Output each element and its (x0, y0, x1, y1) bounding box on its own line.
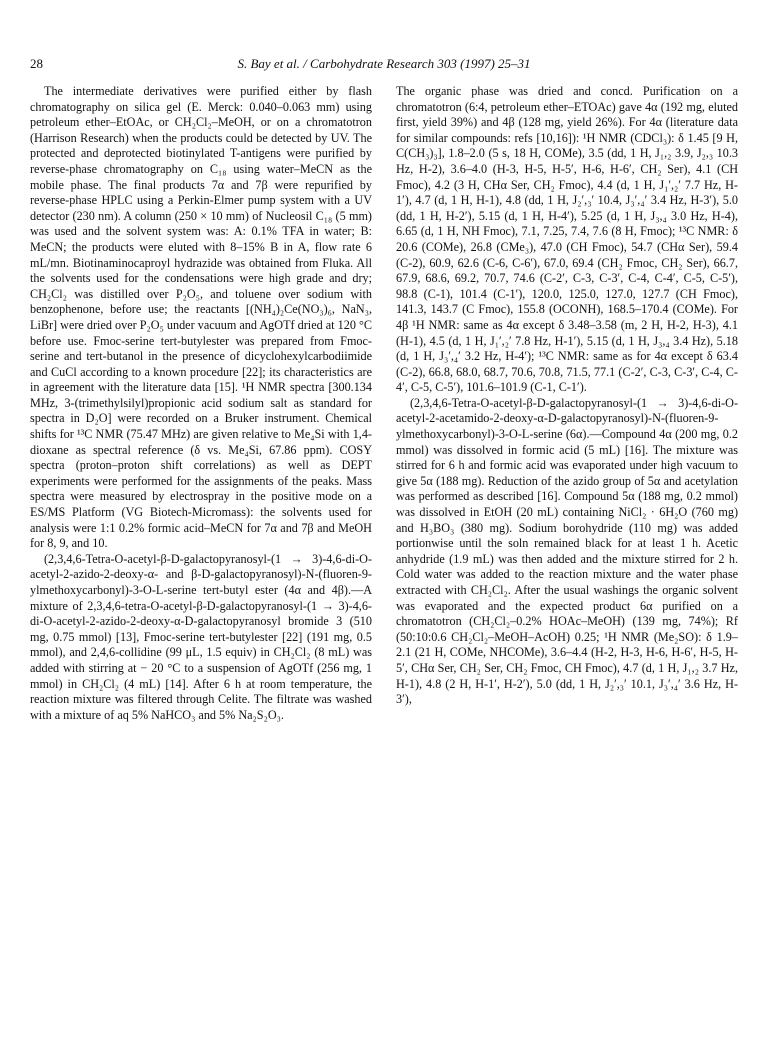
right-column (396, 84, 738, 708)
paragraph-compound-6: (2,3,4,6-Tetra-O-acetyl-β-D-galactopyranosyl-(1 → 3)-4,6-di-O-acetyl-2-acetamido-2-deoxy-α-D-galactopyranosyl)-N-(fluoren-9-ylmethoxycarbonyl)-3-O-L-serine (6α).—Compound 4α (200 mg, 0.2 mmol) was dissolved in formic acid (5 mL) [16]. The mixture was stirred for 6 h and formic acid was evaporated under high vacuum to give 5α (188 mg). Reduction of the azido group of 5α and acetylation was performed as described [16]. Compound 5α (188 mg, 0.2 mmol) was dissolved in EtOH (20 mL) containing NiCl₂ · 6H₂O (760 mg) and H₃BO₃ (380 mg). Sodium borohydride (110 mg) was added portionwise until the soln remained black for at least 1 h. Acetic anhydride (1.9 mL) was then added and the mixture stirred for 2 h. Cold water was added to the reaction mixture and the water phase extracted with CH₂Cl₂. After the usual washings the organic solvent was evaporated and the expected product 6α purified on a chromatotron (CH₂Cl₂–0.2% HOAc–MeOH) (139 mg, 74%); Rf (50:10:0.6 CH₂Cl₂–MeOH–AcOH) 0.25; ¹H NMR (Me₂SO): δ 1.9–2.1 (21 H, COMe, NHCOMe), 3.6–4.4 (H-2, H-3, H-6, H-6′, H-5, H-5′, CHα Ser, CH₂ Ser, CH₂ Fmoc, CH Fmoc), 4.7 (d, 1 H, J₁,₂ 3.7 Hz, H-1), 4.8 (2 H, H-1′, H-2′), 5.0 (dd, 1 H, J₂′,₃′ 10.1, J₃′,₄′ 3.6 Hz, H-3′), (396, 395, 738, 707)
left-column (30, 84, 372, 723)
paragraph-compound-4: (2,3,4,6-Tetra-O-acetyl-β-D-galactopyranosyl-(1 → 3)-4,6-di-O-acetyl-2-azido-2-deoxy-α- and β-D-galactopyranosyl)-N-(fluoren-9-ylmethoxycarbonyl)-3-O-L-serine tert-butyl ester (4α and 4β).—A mixture of 2,3,4,6-tetra-O-acetyl-β-D-galactopyranosyl-(1 → 3)-4,6-di-O-acetyl-2-azido-2-deoxy-α-D-galactopyranosyl bromide 3 (510 mg, 0.75 mmol) [13], Fmoc-serine tert-butylester [22] (191 mg, 0.5 mmol), and 2,4,6-collidine (99 μL, 1.5 equiv) in CH₂Cl₂ (8 mL) was added with stirring at − 20 °C to a suspension of AgOTf (256 mg, 1 mmol) in CH₂Cl₂ (4 mL) [14]. After 6 h at room temperature, the reaction mixture was filtered through Celite. The filtrate was washed with a mixture of aq 5% NaHCO₃ and 5% Na₂S₂O₃. (30, 551, 372, 722)
paragraph-methods: The intermediate derivatives were purified either by flash chromatography on silica gel (E. Merck: 0.040–0.063 mm) using petroleum ether–EtOAc, or CH₂Cl₂–MeOH, or on a chromatotron (Harrison Research) when the products could be detected by UV. The protected and deprotected biotinylated T-antigens were purified by reverse-phase chromatography on C₁₈ using water–MeCN as the mobile phase. The final products 7α and 7β were repurified by reverse-phase HPLC using a Perkin-Elmer pump system with a UV detector (230 nm). A column (250 × 10 mm) of Nucleosil C₁₈ (5 mm) was used and the solvent system was: A: 0.1% TFA in water; B: MeCN; the products were eluted with 8–15% B in A, flow rate 6 mL/mn. Biotinaminocaproyl hydrazide was obtained from Fluka. All the solvents used for the condensations were high grade and dry; CH₂Cl₂ was distilled over P₂O₅, and toluene over sodium with benzophenone, before use; the reactants [(NH₄)₂Ce(NO₃)₆, NaN₃, LiBr] were dried over P₂O₅ under vacuum and AgOTf dried at 120 °C before use. Fmoc-serine tert-butylester was prepared from Fmoc-serine and tert-butanol in the presence of dicyclohexylcarbodiimide and CuCl according to a known procedure [22]; its characteristics are in agreement with the literature data [15]. ¹H NMR spectra [300.134 MHz, 3-(trimethylsilyl)propionic acid sodium salt as standard for spectra in D₂O] were recorded on a Bruker instrument. Chemical shifts for ¹³C NMR (75.47 MHz) are given relative to Me₄Si with 1,4-dioxane as spectral reference (δ vs. Me₄Si, 67.86 ppm). COSY spectra (proton–proton shift correlations) as well as DEPT experiments were performed for the assignments of the peaks. Mass spectra were measured by electrospray in the positive mode on a ES/MS Platform (VG Biotech-Micromass): the solvents used for analysis were 1:1 0.2% formic acid–MeCN for 7α and 7β and MeOH for 8, 9, and 10. (30, 84, 372, 551)
paragraph-purification: The organic phase was dried and concd. Purification on a chromatotron (6:4, petroleum ether–ETOAc) gave 4α (192 mg, eluted first, yield 39%) and 4β (128 mg, yield 26%). For 4α (literature data for similar compounds: refs [10,16]): ¹H NMR (CDCl₃): δ 1.45 [9 H, C(CH₃)₃], 1.8–2.0 (5 s, 18 H, COMe), 3.5 (dd, 1 H, J₁,₂ 3.9, J₂,₃ 10.3 Hz, H-2), 3.6–4.0 (H-3, H-5, H-5′, H-6, H-6′, CH₂ Ser), 4.1 (CH Fmoc), 4.2 (3 H, CHα Ser, CH₂ Fmoc), 4.4 (d, 1 H, J₁′,₂′ 7.7 Hz, H-1′), 4.7 (d, 1 H, H-1), 4.8 (dd, 1 H, J₂′,₃′ 10.4, J₃′,₄′ 3.4 Hz, H-3′), 5.0 (dd, 1 H, H-2′), 5.15 (d, 1 H, H-4′), 5.25 (d, 1 H, J₃,₄ 3.0 Hz, H-4), 6.65 (d, 1 H, NH Fmoc), 7.1, 7.25, 7.4, 7.6 (8 H, Fmoc); ¹³C NMR: δ 20.6 (COMe), 26.8 (CMe₃), 47.0 (CH Fmoc), 54.7 (CHα Ser), 59.4 (C-2), 60.9, 62.6 (C-6, C-6′), 67.0, 69.4 (CH₂ Fmoc, CH₂ Ser), 66.7, 67.9, 68.6, 69.2, 70.7, 74.6 (C-2′, C-3, C-3′, C-4, C-4′, C-5, C-5′), 98.8 (C-1), 101.4 (C-1′), 120.0, 125.0, 127.0, 127.7 (CH Fmoc), 141.3, 143.7 (C Fmoc), 155.8 (OCONH), 168.5–170.4 (COMe). For 4β ¹H NMR: same as 4α except δ 3.48–3.58 (m, 2 H, H-2, H-3), 4.1 (H-1), 4.5 (d, 1 H, J₁′,₂′ 7.8 Hz, H-1′), 5.15 (d, 1 H, J₃,₄ 3.4 Hz), 5.18 (d, 1 H, J₃′,₄′ 3.2 Hz, H-4′); ¹³C NMR: same as for 4α except δ 63.4 (C-2), 66.8, 68.0, 68.7, 70.6, 70.8, 71.5, 77.1 (C-2′, C-3, C-3′, C-4, C-4′, C-5, C-5′), 101.6–101.9 (C-1, C-1′). (396, 84, 738, 395)
running-title: S. Bay et al. / Carbohydrate Research 303 (1997) 25–31 (237, 56, 531, 71)
page-number: 28 (30, 56, 43, 71)
